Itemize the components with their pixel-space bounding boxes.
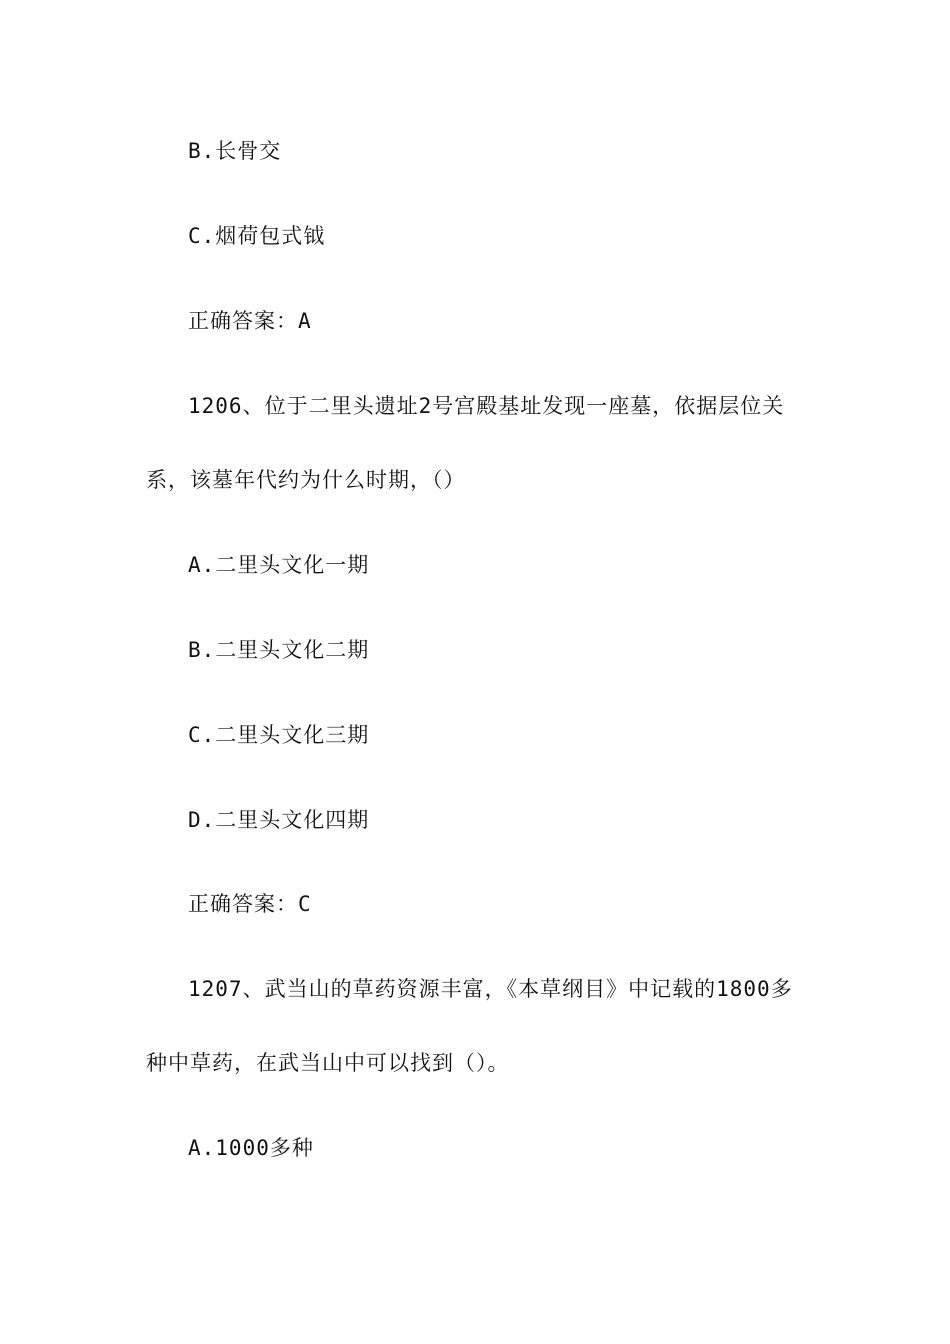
option-b-prev: B.长骨交 (188, 139, 282, 163)
question-1206-line2: 系，该墓年代约为什么时期，（） (146, 468, 466, 492)
question-1207-line1: 1207、武当山的草药资源丰富，《本草纲目》中记载的1800多 (188, 977, 793, 1001)
option-c-prev: C.烟荷包式钺 (188, 224, 326, 248)
question-1206-option-d: D.二里头文化四期 (188, 808, 370, 832)
question-1206-answer: 正确答案：C (188, 892, 312, 916)
question-1206-option-a: A.二里头文化一期 (188, 553, 370, 577)
question-1206-option-c: C.二里头文化三期 (188, 723, 370, 747)
question-1207-line2: 种中草药，在武当山中可以找到（）。 (146, 1051, 510, 1075)
question-1206-line1: 1206、位于二里头遗址2号宫殿基址发现一座墓，依据层位关 (188, 394, 785, 418)
question-1207-option-a: A.1000多种 (188, 1136, 314, 1160)
answer-prev: 正确答案：A (188, 309, 312, 333)
question-1206-option-b: B.二里头文化二期 (188, 638, 370, 662)
